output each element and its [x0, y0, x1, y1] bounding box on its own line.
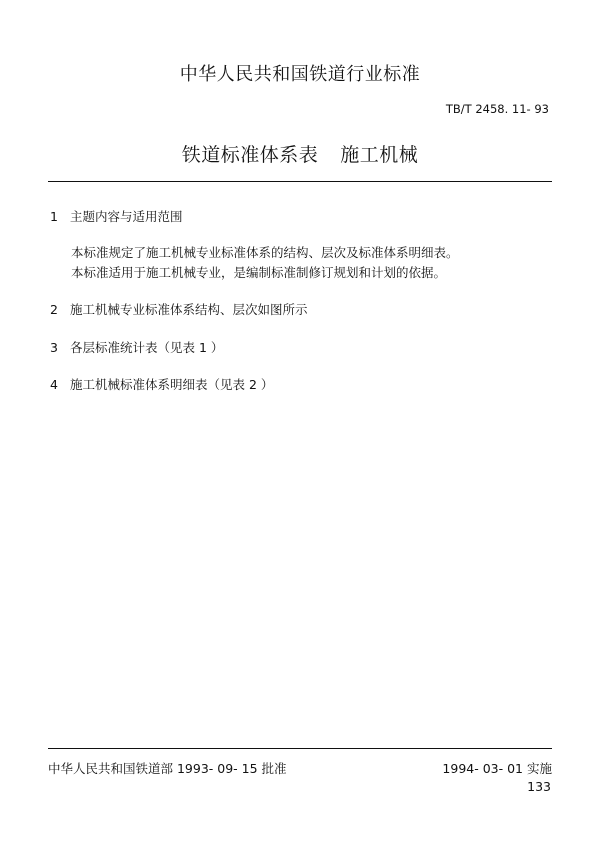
- effective-date: 1994- 03- 01 实施: [442, 761, 552, 776]
- section-number: 1: [50, 209, 58, 224]
- section-heading-text: 各层标准统计表（见表 1 ）: [70, 340, 224, 355]
- header-divider: [48, 181, 552, 182]
- section-2-heading: [50, 300, 308, 318]
- section-heading-text: 施工机械标准体系明细表（见表 2 ）: [70, 377, 274, 392]
- section-heading-text: 主题内容与适用范围: [70, 209, 183, 224]
- standard-code: TB/T 2458. 11- 93: [445, 102, 549, 116]
- page-number: 133: [527, 779, 551, 794]
- section-1-paragraph-1: 本标准规定了施工机械专业标准体系的结构、层次及标准体系明细表。: [71, 245, 459, 260]
- section-number: 3: [50, 340, 58, 355]
- document-title: [0, 140, 600, 167]
- section-4-heading: [50, 375, 273, 393]
- section-1-paragraph-2: 本标准适用于施工机械专业，是编制标准制修订规划和计划的依据。: [71, 265, 447, 280]
- section-heading-text: 施工机械专业标准体系结构、层次如图所示: [70, 302, 308, 317]
- document-title-part2: 施工机械: [340, 144, 419, 166]
- footer-divider: [48, 748, 552, 749]
- issue-date: 中华人民共和国铁道部 1993- 09- 15 批准: [48, 761, 287, 776]
- section-number: 2: [50, 302, 58, 317]
- standard-category-title: 中华人民共和国铁道行业标准: [179, 64, 421, 85]
- section-number: 4: [50, 377, 58, 392]
- document-title-part1: 铁道标准体系表: [181, 144, 319, 166]
- section-3-heading: [50, 338, 223, 356]
- section-1-heading: [50, 207, 183, 225]
